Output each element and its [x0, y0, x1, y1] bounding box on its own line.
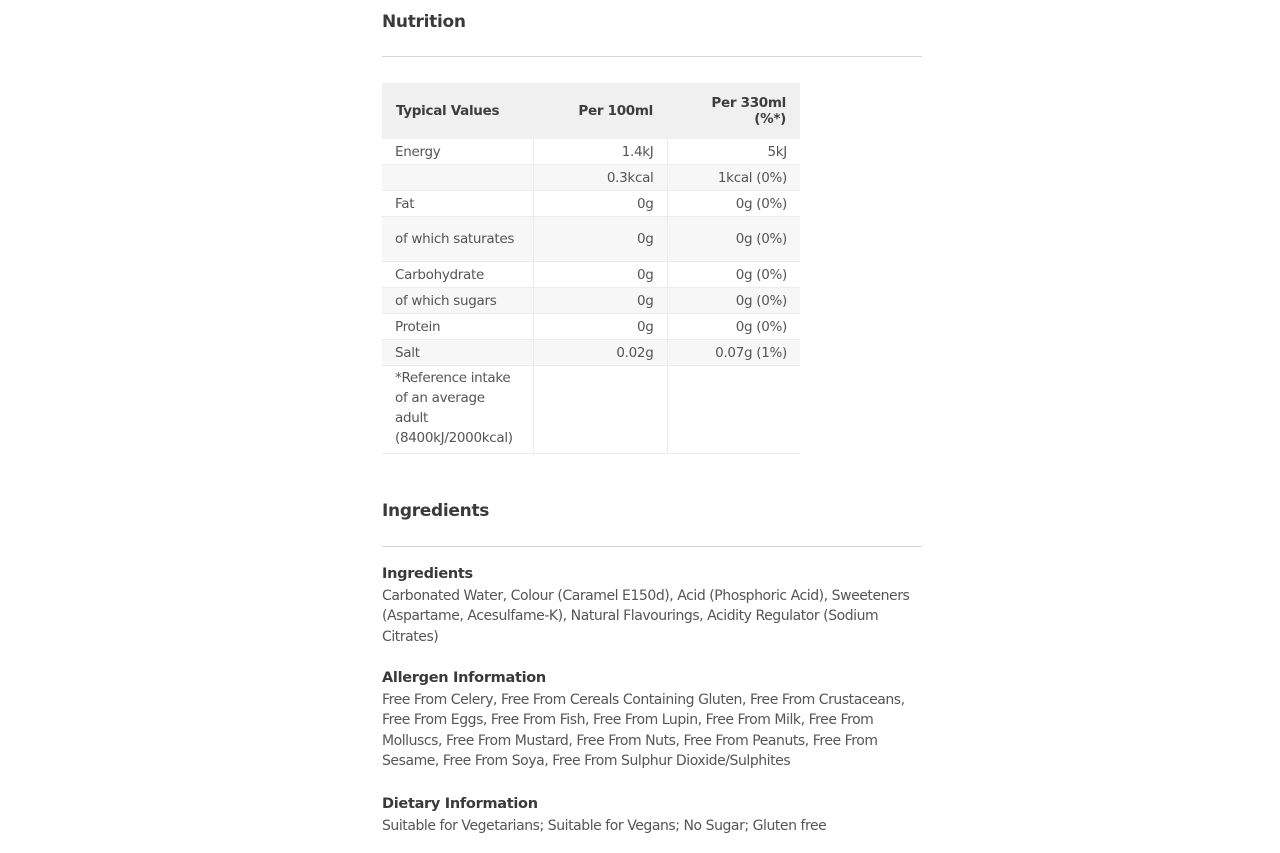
row-per-100ml: 0g: [533, 217, 667, 262]
row-per-100ml: 0g: [533, 314, 667, 340]
ingredients-text: Carbonated Water, Colour (Caramel E150d), Acid (Phosphoric Acid), Sweeteners (Aspartame, Acesulfame-K), Natural Flavourings, Acidity Regulator (Sodium Citrates): [382, 588, 910, 645]
ingredients-divider: [382, 546, 922, 547]
row-name: Protein: [382, 314, 533, 340]
row-name: Salt: [382, 340, 533, 366]
header-per-100ml: Per 100ml: [533, 83, 667, 139]
row-per-100ml: 1.4kJ: [533, 139, 667, 165]
row-per-100ml: [533, 366, 667, 454]
header-typical-values: Typical Values: [382, 83, 533, 139]
row-per-330ml: 1kcal (0%): [667, 165, 800, 191]
table-row: [382, 217, 800, 262]
table-row: [382, 340, 800, 366]
row-per-100ml: 0.3kcal: [533, 165, 667, 191]
table-row: [382, 262, 800, 288]
table-row: [382, 191, 800, 217]
reference-intake-note: *Reference intake of an average adult (8400kJ/2000kcal): [382, 366, 533, 454]
nutrition-table: [382, 83, 800, 454]
dietary-block: [382, 796, 927, 836]
row-per-330ml: 0.07g (1%): [667, 340, 800, 366]
row-name: of which saturates: [382, 217, 533, 262]
row-name: of which sugars: [382, 288, 533, 314]
nutrition-table-header: [382, 83, 800, 139]
row-per-100ml: 0g: [533, 191, 667, 217]
table-row: [382, 314, 800, 340]
table-row: [382, 366, 800, 454]
row-per-330ml: 0g (0%): [667, 262, 800, 288]
row-name: Energy: [382, 139, 533, 165]
row-per-100ml: 0g: [533, 288, 667, 314]
row-name: [382, 165, 533, 191]
table-row: [382, 288, 800, 314]
ingredients-subheading: Ingredients: [382, 566, 473, 582]
dietary-text: Suitable for Vegetarians; Suitable for Vegans; No Sugar; Gluten free: [382, 818, 827, 834]
row-per-330ml: 0g (0%): [667, 191, 800, 217]
header-per-330ml: Per 330ml (%*): [667, 83, 800, 139]
row-per-330ml: 0g (0%): [667, 217, 800, 262]
table-row: [382, 165, 800, 191]
row-per-330ml: [667, 366, 800, 454]
nutrition-heading: Nutrition: [382, 12, 466, 32]
allergen-subheading: Allergen Information: [382, 670, 546, 686]
dietary-subheading: Dietary Information: [382, 796, 538, 812]
allergen-block: [382, 670, 927, 771]
row-per-330ml: 0g (0%): [667, 288, 800, 314]
row-per-100ml: 0g: [533, 262, 667, 288]
row-per-330ml: 5kJ: [667, 139, 800, 165]
nutrition-divider: [382, 56, 922, 57]
row-per-100ml: 0.02g: [533, 340, 667, 366]
table-row: [382, 139, 800, 165]
row-per-330ml: 0g (0%): [667, 314, 800, 340]
row-name: Carbohydrate: [382, 262, 533, 288]
allergen-text: Free From Celery, Free From Cereals Containing Gluten, Free From Crustaceans, Free From Eggs, Free From Fish, Free From Lupin, Free From Milk, Free From Molluscs, Free From Mustard, Free From Nuts, Free From Peanuts, Free From Sesame, Free From Soya, Free From Sulphur Dioxide/Sulphites: [382, 692, 905, 769]
ingredients-block: [382, 566, 927, 647]
ingredients-section-heading: Ingredients: [382, 501, 490, 521]
row-name: Fat: [382, 191, 533, 217]
